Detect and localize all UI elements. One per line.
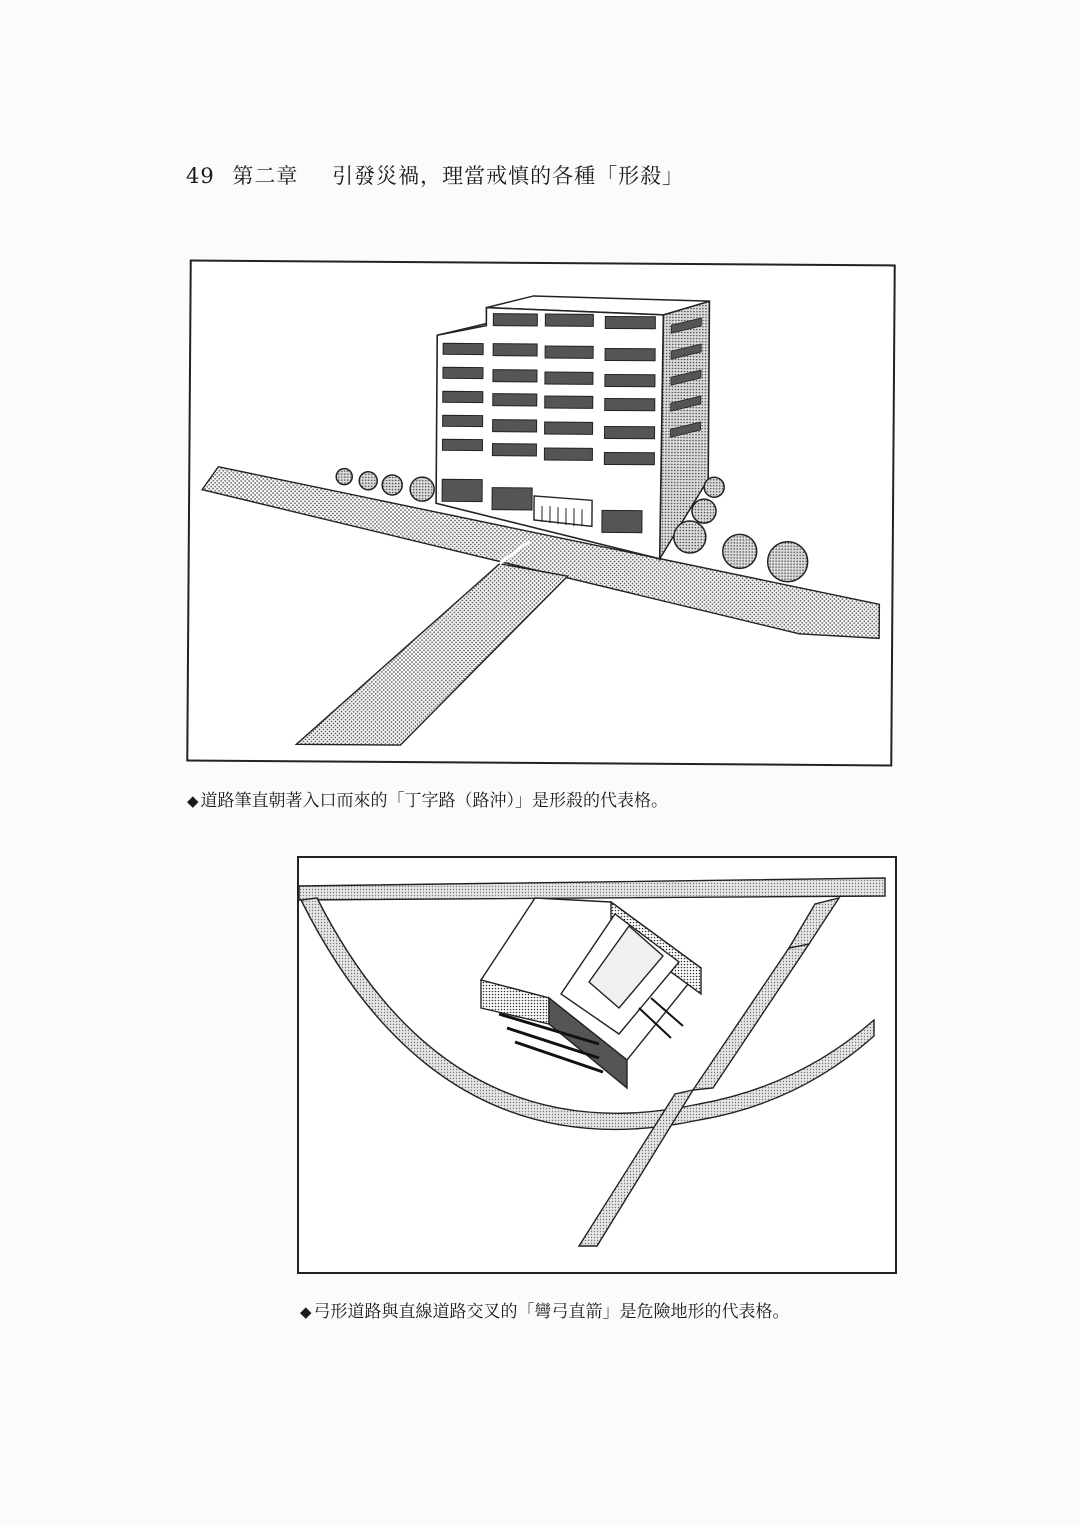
straight-road-top [299,878,885,900]
bow-arrow-illustration [299,858,895,1272]
figure-caption-1: ◆ 道路筆直朝著入口而來的「丁字路（路沖）」是形殺的代表格。 [187,791,669,811]
page-number: 49 [186,164,215,188]
diamond-bullet-icon: ◆ [300,1303,312,1321]
running-header [186,160,684,190]
t-junction-illustration [188,262,893,765]
figure-bow-and-arrow [297,856,897,1274]
figure-t-junction [186,260,895,767]
diamond-bullet-icon: ◆ [187,792,199,810]
figure-caption-2: ◆ 弓形道路與直線道路交叉的「彎弓直箭」是危險地形的代表格。 [300,1302,790,1322]
chapter-label: 第二章 [232,164,299,188]
building-aerial [481,898,701,1088]
chapter-title: 引發災禍，理當戒慎的各種「形殺」 [332,164,685,188]
side-road [296,562,567,746]
